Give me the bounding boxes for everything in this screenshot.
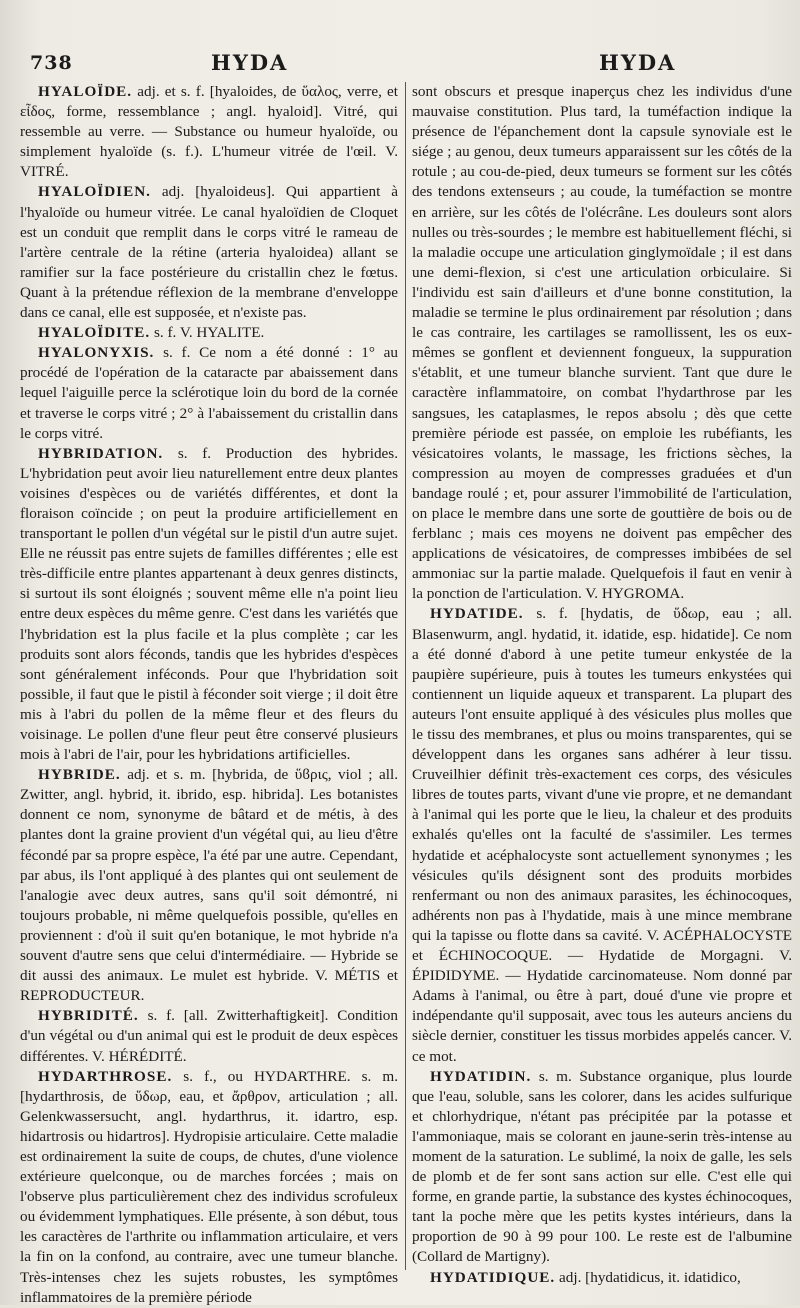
entry-text: adj. et s. m. [hybrida, de ὕϐρις, viol ; all. Zwitter, angl. hybrid, it. ibrido, esp. hibrida]. Les botanistes donnent ce nom, synonyme de bâtard et de métis, à des plantes dont la graine provient d'un végétal qui, au lieu d'être fécondé par sa propre espèce, l'a été par une autre. Cependant, par abus, ils l'ont appliqué à des plantes qui ont seulement de l'analogie avec deux autres, sans qu'il soit démontré, ni toujours probable, ni même quelquefois possible, qu'elles en proviennent : d'où il suit qu'en botanique, le mot hybride n'a souvent d'autre sens que celui d'intermédiaire. — Hybride se dit aussi des animaux. Le mulet est hybride. V. MÉTIS et REPRODUCTEUR. xyxy=(20,766,398,1005)
entry-headword: HYBRIDE. xyxy=(38,766,121,784)
page-header xyxy=(24,46,786,76)
right-column xyxy=(412,82,792,1288)
entry-text: s. f. [hydatis, de ὕδωρ, eau ; all. Blasenwurm, angl. hydatid, it. idatide, esp. hidatide]. Ce nom a été donné d'abord à une petite tumeur enkystée de la paupière supérieure, puis à toutes les tumeurs enkystées qui contiennent un liquide aqueux et transparent. La plupart des auteurs l'ont ensuite appliqué à des vésicules plus molles que le tissu des membranes, et plus ou moins transparentes, qui se développent dans les organes sans adhérer à leur tissu. Cruveilhier définit très-exactement ces corps, des vésicules libres de toutes parts, vivant d'une vie propre, et ne demandant à l'animal qui les porte que le lieu, la chaleur et des produits exhalés qu'elles ont la faculté de s'assimiler. Les termes hydatide et acéphalocyste sont actuellement synonymes ; les vésicules qu'ils désignent sont des produits morbides renfermant ou non des animaux parasites, les échinocoques, adhérents non pas à l'hydatide, mais à une mince membrane qui la tapisse ou flotte dans sa cavité. V. ACÉPHALOCYSTE et ÉCHINOCOQUE. — Hydatide de Morgagni. V. ÉPIDIDYME. — Hydatide carcinomateuse. Nom donné par Adams à l'animal, ou être à part, doué d'une vie propre et indépendante qu'il supposait, avec tous les auteurs anciens du siècle dernier, constituer les tissus morbides appelés cancer. V. ce mot. xyxy=(412,605,792,1065)
entry-headword: HYALONYXIS. xyxy=(38,344,155,362)
running-head-left: HYDA xyxy=(211,50,289,75)
left-column xyxy=(20,82,398,1308)
entry-text: s. m. Substance organique, plus lourde que l'eau, soluble, sans les colorer, dans les acides sulfurique et chlorhydrique, n'étant pas précipitée par la potasse et l'ammoniaque, mais se colorant en jaune-serin très-intense au moment de la saturation. Le sublimé, la noix de galle, les sels de plomb et de fer sont sans action sur elle. C'est elle qui forme, en grande partie, la substance des kystes échinocoques, tant la poche mère que les petits kystes intérieurs, dans la proportion de 90 à 99 pour 100. Le reste est de l'albumine (Collard de Martigny). xyxy=(412,1067,792,1266)
entry xyxy=(20,82,398,182)
entry-headword: HYALOÏDIEN. xyxy=(38,183,151,201)
entry-headword: HYBRIDATION. xyxy=(38,444,164,462)
running-head-right: HYDA xyxy=(599,50,677,75)
entry-text: s. f. Ce nom a été donné : 1° au procédé de l'opération de la cataracte par abaissement dans lequel l'aiguille perce la sclérotique loin du bord de la cornée et traverse le corps vitré ; 2° à l'abaissement du cristallin dans le corps vitré. xyxy=(20,344,398,442)
entry-headword: HYBRIDITÉ. xyxy=(38,1007,139,1025)
entry-text: s. f. [all. Zwitterhaftigkeit]. Condition d'un végétal ou d'un animal qui est le produit de deux espèces différentes. V. HÉRÉDITÉ. xyxy=(20,1007,398,1065)
entry-text: s. f., ou HYDARTHRE. s. m. [hydarthrosis, de ὕδωρ, eau, et ἄρθρον, articulation ; all. Gelenkwassersucht, angl. hydarthrus, it. idartro, esp. hidartrosis ou hidartros]. Hydropisie articulaire. Cette maladie est ordinairement la suite de coups, de chutes, d'une violence extérieure quelconque, ou de marches forcées ; mais on l'observe plus particulièrement chez des individus scrofuleux ou évidemment lymphatiques. Elle présente, à son début, tous les caractères de l'arthrite ou inflammation articulaire, et vers la fin on la confond, au contraire, avec une tumeur blanche. Très-intenses chez les sujets robustes, les symptômes inflammatoires de la première période xyxy=(20,1067,398,1306)
entry-headword: HYALOÏDITE. xyxy=(38,324,151,342)
page-number: 738 xyxy=(30,52,73,74)
entry xyxy=(412,1268,792,1288)
entry xyxy=(20,1006,398,1066)
entry-headword: HYDATIDIN. xyxy=(430,1067,532,1085)
entry xyxy=(412,1067,792,1268)
entry xyxy=(412,604,792,1066)
entry xyxy=(20,444,398,766)
entry-headword: HYALOÏDE. xyxy=(38,83,133,100)
entry xyxy=(20,182,398,323)
entry-text: s. f. V. HYALITE. xyxy=(150,324,265,342)
entry xyxy=(20,343,398,443)
entry xyxy=(20,1067,398,1308)
entry-headword: HYDATIDIQUE. xyxy=(430,1268,556,1286)
entry-headword: HYDATIDE. xyxy=(430,605,524,623)
entry-text: s. f. Production des hybrides. L'hybridation peut avoir lieu naturellement entre deux plantes voisines d'espèces ou de variétés différentes, et dont la floraison coïncide ; on peut la produire artificiellement en transportant le pollen d'un végétal sur le pistil d'un autre sujet. Elle ne réussit pas entre sujets de familles différentes ; elle est très-difficile entre plantes appartenant à deux genres distincts, si surtout ils sont éloignés ; souvent même elle n'a point lieu entre deux espèces du même genre. C'est dans les variétés que l'hybridation est la plus facile et la plus complète ; car les produits sont alors féconds, tandis que les hybrides d'espèces sont généralement inféconds. Pour que l'hybridation soit possible, il faut que le pistil à féconder soit vierge ; il doit être mis à l'abri du pollen de la même fleur et des fleurs du voisinage. Le pollen d'une fleur peut être conservé plusieurs mois à l'abri de l'air, pour les hybridations artificielles. xyxy=(20,444,398,764)
column-divider xyxy=(405,82,406,1270)
entry xyxy=(20,765,398,1006)
entry-continuation xyxy=(412,82,792,604)
entry xyxy=(20,323,398,343)
entry-text: sont obscurs et presque inaperçus chez les individus d'une mauvaise constitution. Plus tard, la tuméfaction indique la présence de l'épanchement dont la capsule synoviale est le siége ; au genou, deux tumeurs apparaissent sur les côtés de la rotule ; au cou-de-pied, deux tumeurs se forment sur les côtés des tendons extenseurs ; au coude, la tuméfaction se montre en arrière, sur les côtés de l'olécrâne. Les douleurs sont alors nulles ou très-sourdes ; le membre est habituellement fléchi, si la maladie occupe une articulation ginglymoïdale ; il est dans une demi-flexion, si c'est une articulation orbiculaire. Si l'individu est sain d'ailleurs et d'une bonne constitution, la maladie se termine le plus ordinairement par résolution ; dans le cas contraire, les cartilages se ramollissent, les os eux-mêmes se gonflent et deviennent fongueux, la suppuration s'établit, et une tumeur blanche survient. Tant que dure le caractère inflammatoire, on combat l'hydarthrose par les sangsues, les cataplasmes, le repos absolu ; dès que cette première période est passée, on emploie les rubéfiants, les vésicatoires volants, le massage, les frictions sèches, la compression au moyen de compresses graduées et d'un bandage roulé ; et, pour assurer l'immobilité de l'articulation, on place le membre dans une sorte de gouttière de bois ou de ferblanc ; mais ces moyens ne doivent pas empêcher des applications de vésicatoires, de compresses imbibées de sel ammoniac sur la partie malade. Quelquefois il faut en venir à la ponction de l'articulation. V. HYGROMA. xyxy=(412,83,792,603)
entry-text: adj. [hydatidicus, it. idatidico, xyxy=(555,1268,741,1286)
entry-text: adj. et s. f. [hyaloides, de ὕαλος, verre, et εἶδος, forme, ressemblance ; angl. hyaloid]. Vitré, qui ressemble au verre. — Substance ou humeur hyaloïde, ou simplement hyaloïde (s. f.). L'humeur vitrée de l'œil. V. VITRÉ. xyxy=(20,83,398,181)
entry-headword: HYDARTHROSE. xyxy=(38,1067,173,1085)
entry-text: adj. [hyaloideus]. Qui appartient à l'hyaloïde ou humeur vitrée. Le canal hyaloïdien de Cloquet est un conduit que remplit dans le corps vitré le rameau de l'artère centrale de la rétine (arteria hyaloidea) allant se ramifier sur la face postérieure du cristallin chez le fœtus. Quant à la prétendue réflexion de la membrane d'enveloppe dans ce canal, elle est supposée, et n'existe pas. xyxy=(20,183,398,322)
